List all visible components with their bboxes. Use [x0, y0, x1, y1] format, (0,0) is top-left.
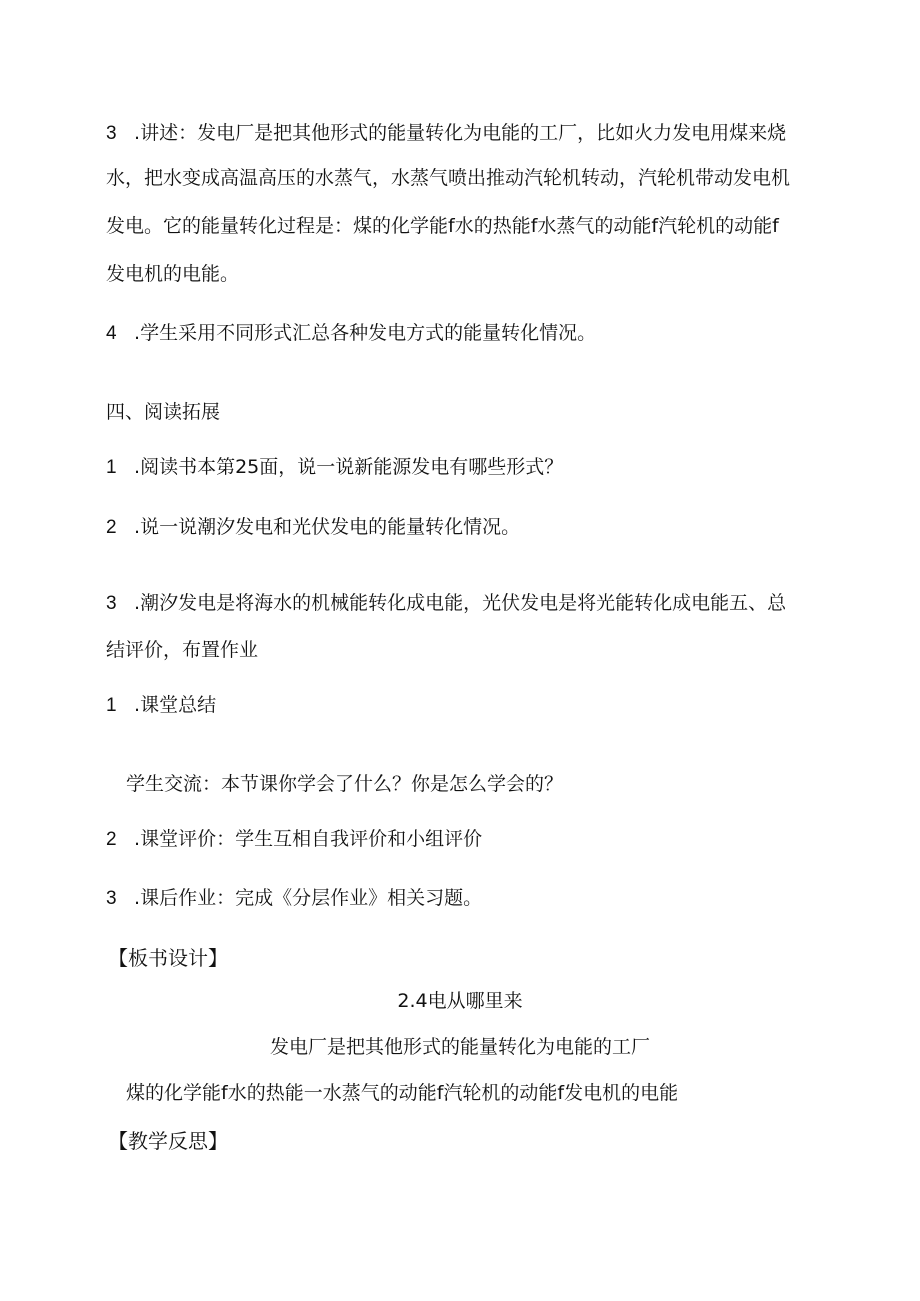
summary-item-2	[106, 826, 826, 853]
item-4	[106, 320, 826, 347]
item-number: 1	[106, 695, 117, 716]
item-number: 3	[106, 123, 117, 144]
item-text: .讲述：发电厂是把其他形式的能量转化为电能的工厂，比如火力发电用煤来烧	[134, 122, 787, 144]
item-3-line-3: 发电。它的能量转化过程是：煤的化学能f水的热能f水蒸气的动能f汽轮机的动能f	[106, 215, 779, 237]
section-4-heading: 四、阅读拓展	[106, 401, 221, 423]
item-text: .学生采用不同形式汇总各种发电方式的能量转化情况。	[134, 322, 597, 344]
item-number: 1	[106, 457, 117, 478]
item-text: .课堂总结	[134, 694, 217, 716]
item-text: .课后作业：完成《分层作业》相关习题。	[134, 887, 483, 909]
item-text: .课堂评价：学生互相自我评价和小组评价	[134, 828, 483, 850]
item-text: .说一说潮汐发电和光伏发电的能量转化情况。	[134, 516, 521, 538]
reading-item-2	[106, 514, 826, 541]
reading-item-3-line-1	[106, 590, 826, 617]
student-exchange: 学生交流：本节课你学会了什么？你是怎么学会的？	[126, 773, 564, 795]
summary-item-1	[106, 692, 826, 719]
item-text: .潮汐发电是将海水的机械能转化成电能，光伏发电是将光能转化成电能五、总	[134, 592, 787, 614]
item-number: 3	[106, 888, 117, 909]
reflection-heading: 【教学反思】	[108, 1129, 228, 1153]
reading-item-1	[106, 454, 826, 481]
item-number: 3	[106, 593, 117, 614]
item-number: 2	[106, 829, 117, 850]
item-3-line-2: 水，把水变成高温高压的水蒸气，水蒸气喷出推动汽轮机转动，汽轮机带动发电机	[106, 167, 791, 189]
summary-item-3	[106, 885, 826, 912]
board-line-1: 发电厂是把其他形式的能量转化为电能的工厂	[269, 1036, 650, 1058]
reading-item-3-line-2: 结评价，布置作业	[106, 639, 259, 661]
item-3-line-4: 发电机的电能。	[106, 263, 240, 285]
item-3-line-1	[106, 120, 826, 147]
board-title: 2.4电从哪里来	[397, 990, 523, 1012]
item-number: 2	[106, 517, 117, 538]
item-text: .阅读书本第25面，说一说新能源发电有哪些形式？	[134, 456, 564, 478]
item-number: 4	[106, 323, 117, 344]
board-line-2: 煤的化学能f水的热能一水蒸气的动能f汽轮机的动能f发电机的电能	[126, 1082, 679, 1104]
board-design-heading: 【板书设计】	[108, 946, 228, 970]
